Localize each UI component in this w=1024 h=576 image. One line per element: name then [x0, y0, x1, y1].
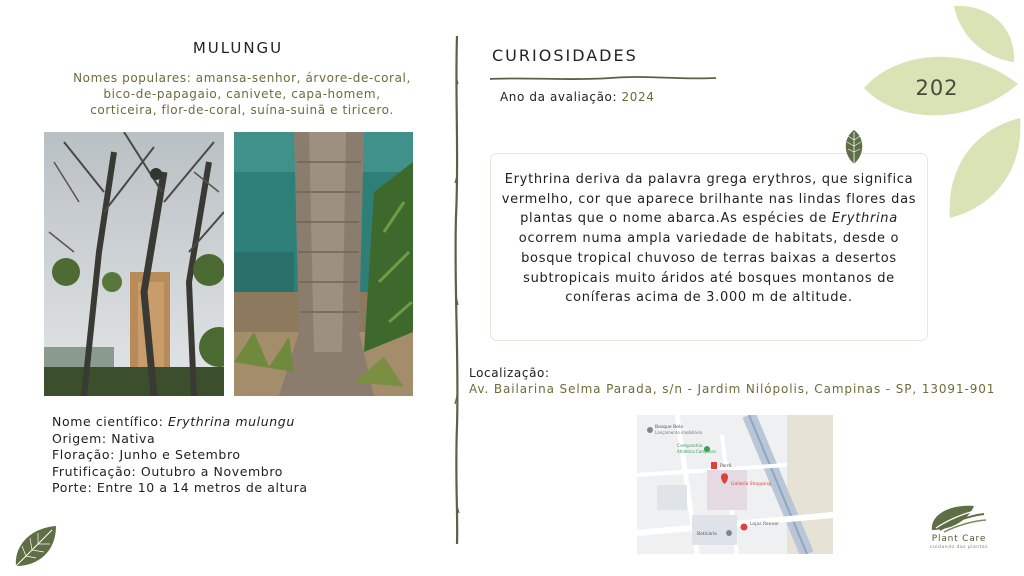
- title-underline: [490, 68, 716, 76]
- map-label: Boticário: [697, 532, 717, 537]
- origin: Origem: Nativa: [52, 430, 156, 446]
- evaluation-year: Ano da avaliação: 2024: [500, 90, 655, 104]
- evaluation-year-value: 2024: [621, 90, 655, 104]
- map-label: Athletica Campinas: [677, 449, 716, 454]
- location-label: Localização:: [469, 366, 550, 380]
- column-divider: [450, 36, 464, 544]
- scientific-name-value: Erythrina mulungu: [167, 414, 295, 429]
- scientific-name: Nome científico: Erythrina mulungu: [52, 414, 295, 429]
- map-label: Bosque Belo: [655, 425, 683, 430]
- tree-canopy-photo: [44, 132, 224, 396]
- species-facts: [52, 414, 432, 497]
- brand-tagline: cuidando das plantas: [929, 545, 989, 550]
- map-label: Companhia: [677, 444, 703, 449]
- leaf-cluster-decoration: [860, 0, 1024, 225]
- location-address: Av. Bailarina Selma Parada, s/n - Jardim Nilópolis, Campinas - SP, 13091-901: [469, 382, 996, 396]
- fruiting: Frutificação: Outubro a Novembro: [52, 463, 284, 479]
- map-label: Galleria Shopping: [731, 482, 771, 487]
- popular-names-line: Nomes populares: amansa-senhor, árvore-de-coral,: [73, 71, 411, 85]
- map-label: Lançamento imobiliário: [655, 430, 703, 435]
- map-label: Parrô: [720, 464, 732, 469]
- leaf-icon: [843, 128, 865, 168]
- brand-name: Plant Care: [931, 534, 987, 544]
- popular-names-line: corticeira, flor-de-coral, suína-suinã e tiricero.: [90, 103, 394, 117]
- popular-names-line: bico-de-papagaio, canivete, capa-homem,: [103, 87, 381, 101]
- page-number: 202: [915, 76, 959, 100]
- tree-trunk-photo: [234, 132, 413, 396]
- map-label: Lojas Renner: [750, 522, 779, 527]
- species-title: MULUNGU: [192, 39, 284, 57]
- size: Porte: Entre 10 a 14 metros de altura: [52, 480, 308, 496]
- popular-names: [58, 70, 426, 118]
- curiosities-title: CURIOSIDADES: [492, 46, 638, 65]
- flowering: Floração: Junho e Setembro: [52, 447, 241, 463]
- location-map[interactable]: [637, 415, 833, 554]
- corner-leaf-icon: [12, 522, 60, 570]
- curiosity-text-box: Erythrina deriva da palavra grega erythros, que significa vermelho, cor que aparece brilhante nas lindas flores das plantas que o nome abarca.As espécies de Erythrina ocorrem numa ampla variedade de habitats, desde o bosque tropical chuvoso de terras baixas a desertos subtropicais muito áridos até bosques montanos de coníferas acima de 3.000 m de altitude.: [490, 153, 928, 341]
